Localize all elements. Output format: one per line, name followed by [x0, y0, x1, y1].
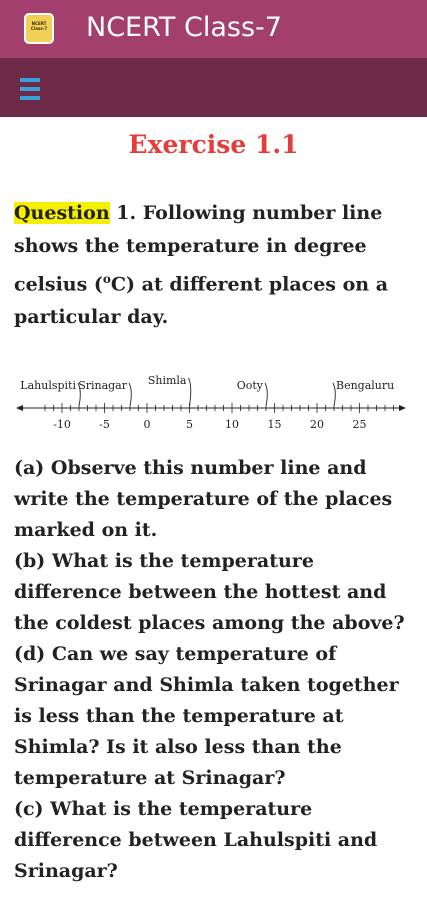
app-bar: [0, 0, 427, 58]
right-arrow: [399, 405, 406, 411]
tick-label: -5: [99, 418, 110, 431]
part-b: (b) What is the temperature difference between the hottest and the coldest places among the above?: [14, 550, 405, 634]
place-pointer: [129, 383, 131, 406]
book-logo-icon: [24, 13, 54, 44]
tick-label: 0: [143, 418, 151, 431]
place-label: Bengaluru: [336, 379, 395, 392]
question-label: Question: [14, 202, 110, 224]
tick-label: 20: [310, 418, 324, 431]
left-arrow: [16, 405, 23, 411]
tick-label: 25: [352, 418, 367, 431]
tick-labels: [53, 418, 366, 431]
place-pointer: [333, 383, 335, 406]
place-label: Ooty: [236, 379, 263, 392]
question-parts: [14, 453, 414, 887]
tick-label: 15: [267, 418, 282, 431]
question-body-2: C) at different places on a particular day.: [14, 273, 389, 329]
part-d: (d) Can we say temperature of Srinagar and Shimla taken together is less than the temperature at Shimla? Is it also less than the temperature at Srinagar?: [14, 643, 399, 789]
place-label: Lahulspiti: [20, 379, 76, 392]
hamburger-menu-icon[interactable]: [20, 78, 40, 100]
place-pointer: [265, 383, 267, 406]
toolbar: [0, 58, 427, 117]
tick-label: -10: [53, 418, 71, 431]
question-body-1: 1. Following number line shows the temperature in degree celsius (: [14, 202, 383, 296]
part-a: (a) Observe this number line and write the temperature of the places marked on it.: [14, 457, 393, 541]
place-pointer: [189, 378, 191, 406]
degree-symbol: o: [102, 272, 111, 286]
tick-label: 10: [225, 418, 239, 431]
part-c: (c) What is the temperature difference between Lahulspiti and Srinagar?: [14, 798, 378, 882]
place-label: Shimla: [147, 374, 187, 387]
number-line-figure: [14, 365, 412, 435]
app-title: NCERT Class-7: [86, 12, 282, 43]
logo-text: NCERT Class-7: [30, 21, 48, 31]
question-text: [14, 197, 414, 334]
place-label: Srinagar: [78, 379, 127, 392]
exercise-title: Exercise 1.1: [128, 130, 299, 159]
place-markers: [20, 374, 394, 406]
tick-label: 5: [186, 418, 193, 431]
